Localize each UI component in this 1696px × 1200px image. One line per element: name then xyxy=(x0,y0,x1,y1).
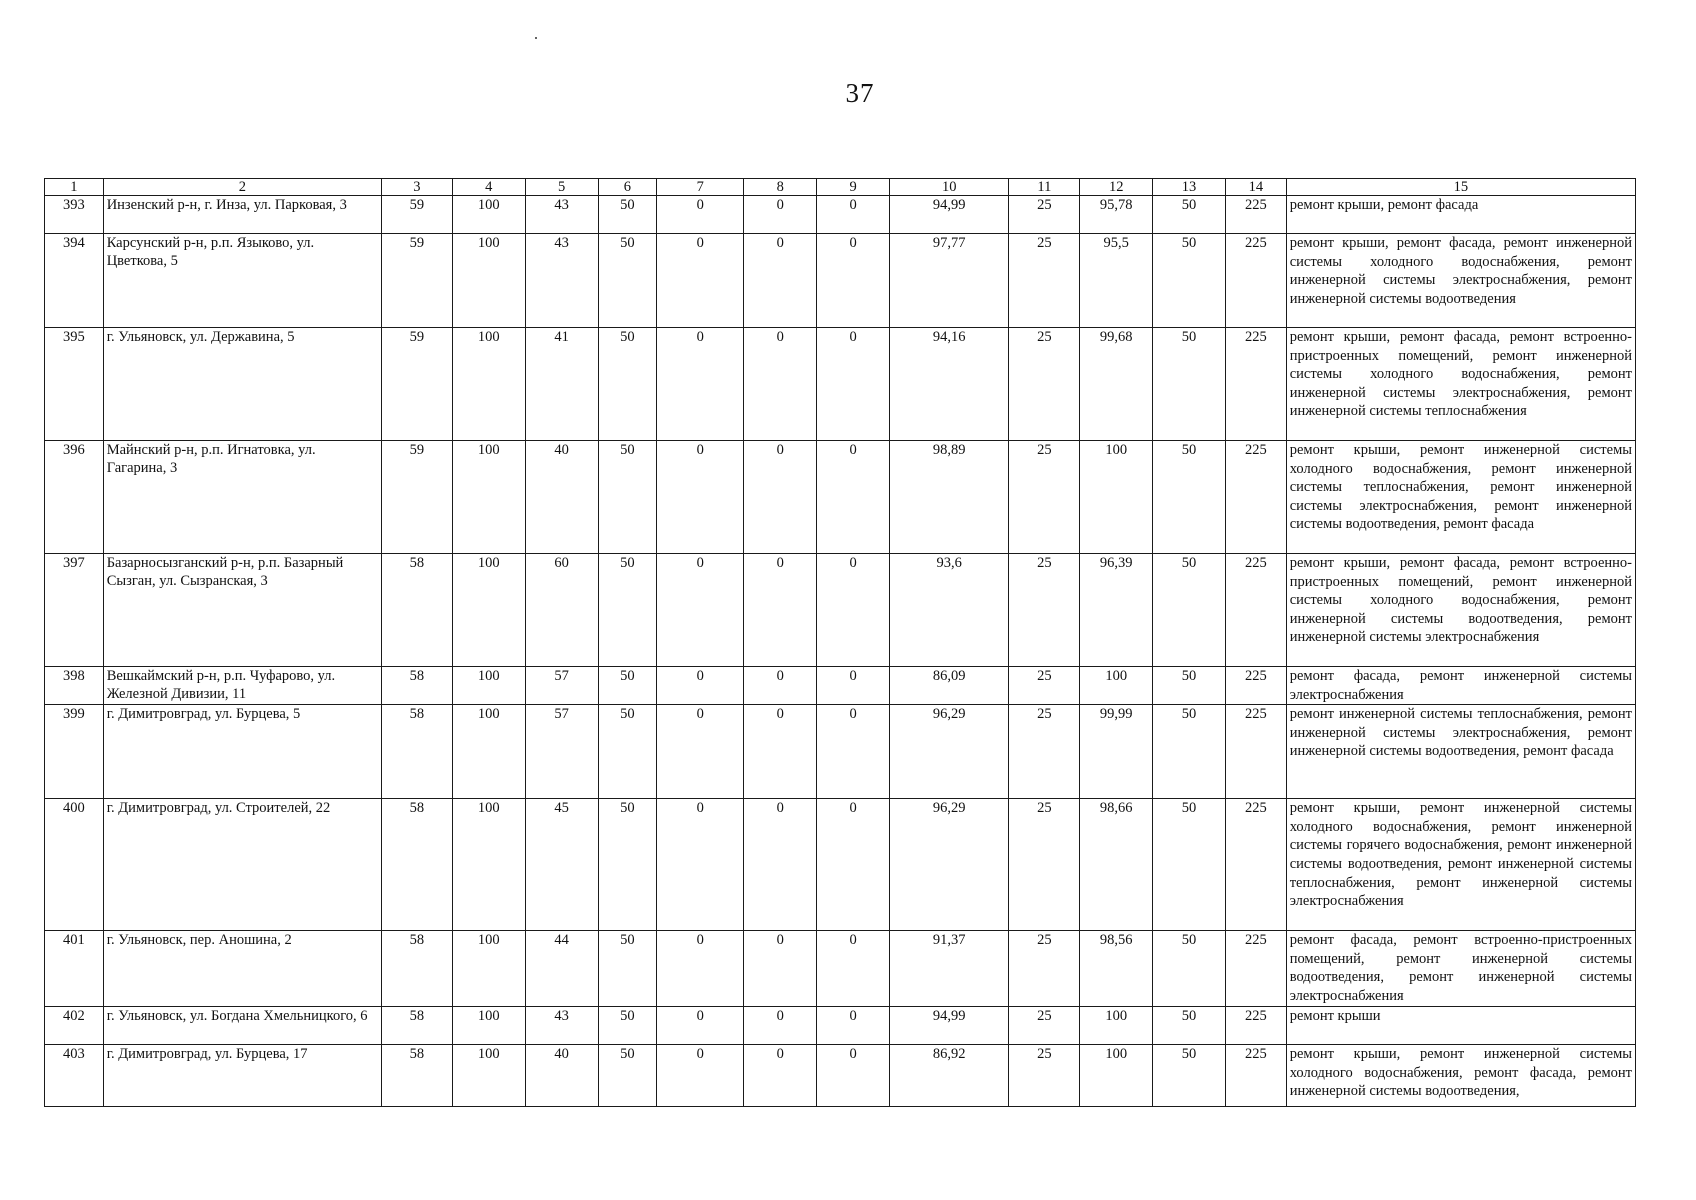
value-cell: 225 xyxy=(1225,1007,1286,1045)
value-cell: 0 xyxy=(744,1007,817,1045)
value-cell: 58 xyxy=(382,554,453,667)
value-cell: 225 xyxy=(1225,554,1286,667)
works-description-cell: ремонт крыши, ремонт фасада, ремонт инженерной системы холодного водоснабжения, ремонт инженерной системы электроснабжения, ремонт инженерной системы водоотведения xyxy=(1286,234,1635,328)
works-description-cell: ремонт инженерной системы теплоснабжения, ремонт инженерной системы электроснабжения, ремонт инженерной системы водоотведения, ремонт фасада xyxy=(1286,705,1635,799)
value-cell: 59 xyxy=(382,196,453,234)
scan-speck xyxy=(535,37,537,39)
value-cell: 0 xyxy=(657,554,744,667)
value-cell: 0 xyxy=(817,705,890,799)
row-number-cell: 398 xyxy=(45,667,104,705)
table-row xyxy=(45,196,1636,234)
row-number-cell: 400 xyxy=(45,799,104,931)
row-number-cell: 393 xyxy=(45,196,104,234)
column-header: 5 xyxy=(525,179,598,196)
value-cell: 50 xyxy=(1153,1007,1226,1045)
value-cell: 0 xyxy=(657,441,744,554)
value-cell: 43 xyxy=(525,234,598,328)
value-cell: 58 xyxy=(382,799,453,931)
value-cell: 25 xyxy=(1009,705,1080,799)
value-cell: 0 xyxy=(744,931,817,1007)
column-header: 13 xyxy=(1153,179,1226,196)
address-cell: г. Ульяновск, ул. Державина, 5 xyxy=(103,328,381,441)
row-number-cell: 394 xyxy=(45,234,104,328)
value-cell: 100 xyxy=(452,554,525,667)
works-description-cell: ремонт крыши, ремонт инженерной системы холодного водоснабжения, ремонт инженерной системы теплоснабжения, ремонт инженерной системы электроснабжения, ремонт инженерной системы водоотведения, ремонт фасада xyxy=(1286,441,1635,554)
address-cell: Майнский р-н, р.п. Игнатовка, ул. Гагарина, 3 xyxy=(103,441,381,554)
row-number-cell: 397 xyxy=(45,554,104,667)
value-cell: 0 xyxy=(817,196,890,234)
value-cell: 0 xyxy=(817,1007,890,1045)
works-description-cell: ремонт крыши, ремонт фасада, ремонт встроенно-пристроенных помещений, ремонт инженерной системы холодного водоснабжения, ремонт инженерной системы водоотведения, ремонт инженерной системы электроснабжения xyxy=(1286,554,1635,667)
column-header: 12 xyxy=(1080,179,1153,196)
value-cell: 0 xyxy=(657,931,744,1007)
address-cell: г. Ульяновск, пер. Аношина, 2 xyxy=(103,931,381,1007)
value-cell: 95,78 xyxy=(1080,196,1153,234)
value-cell: 0 xyxy=(744,1045,817,1107)
value-cell: 50 xyxy=(598,1045,657,1107)
value-cell: 86,92 xyxy=(890,1045,1009,1107)
value-cell: 50 xyxy=(598,554,657,667)
value-cell: 0 xyxy=(817,554,890,667)
value-cell: 50 xyxy=(1153,196,1226,234)
value-cell: 40 xyxy=(525,441,598,554)
value-cell: 58 xyxy=(382,931,453,1007)
value-cell: 0 xyxy=(744,328,817,441)
value-cell: 225 xyxy=(1225,799,1286,931)
value-cell: 43 xyxy=(525,196,598,234)
value-cell: 0 xyxy=(744,234,817,328)
header-row xyxy=(45,179,1636,196)
column-header: 6 xyxy=(598,179,657,196)
value-cell: 58 xyxy=(382,667,453,705)
value-cell: 0 xyxy=(817,799,890,931)
value-cell: 0 xyxy=(657,328,744,441)
value-cell: 100 xyxy=(452,1007,525,1045)
works-description-cell: ремонт крыши, ремонт фасада xyxy=(1286,196,1635,234)
value-cell: 0 xyxy=(744,196,817,234)
value-cell: 100 xyxy=(1080,667,1153,705)
value-cell: 98,66 xyxy=(1080,799,1153,931)
value-cell: 225 xyxy=(1225,705,1286,799)
value-cell: 0 xyxy=(817,931,890,1007)
value-cell: 50 xyxy=(598,328,657,441)
value-cell: 93,6 xyxy=(890,554,1009,667)
column-header: 15 xyxy=(1286,179,1635,196)
value-cell: 0 xyxy=(744,705,817,799)
value-cell: 100 xyxy=(452,1045,525,1107)
value-cell: 0 xyxy=(657,1045,744,1107)
address-cell: Базарносызганский р-н, р.п. Базарный Сызган, ул. Сызранская, 3 xyxy=(103,554,381,667)
value-cell: 50 xyxy=(598,931,657,1007)
value-cell: 98,56 xyxy=(1080,931,1153,1007)
value-cell: 98,89 xyxy=(890,441,1009,554)
value-cell: 57 xyxy=(525,667,598,705)
value-cell: 50 xyxy=(598,441,657,554)
value-cell: 225 xyxy=(1225,234,1286,328)
value-cell: 59 xyxy=(382,328,453,441)
works-description-cell: ремонт крыши, ремонт инженерной системы холодного водоснабжения, ремонт инженерной системы горячего водоснабжения, ремонт инженерной системы водоотведения, ремонт инженерной системы теплоснабжения, ремонт инженерной системы электроснабжения xyxy=(1286,799,1635,931)
value-cell: 100 xyxy=(1080,441,1153,554)
value-cell: 225 xyxy=(1225,328,1286,441)
value-cell: 0 xyxy=(657,705,744,799)
column-header: 9 xyxy=(817,179,890,196)
value-cell: 100 xyxy=(452,705,525,799)
table-row xyxy=(45,931,1636,1007)
table-row xyxy=(45,328,1636,441)
table-row xyxy=(45,705,1636,799)
value-cell: 50 xyxy=(1153,705,1226,799)
value-cell: 100 xyxy=(452,667,525,705)
value-cell: 0 xyxy=(657,667,744,705)
column-header: 7 xyxy=(657,179,744,196)
value-cell: 25 xyxy=(1009,328,1080,441)
value-cell: 50 xyxy=(598,705,657,799)
page-number: 37 xyxy=(845,78,875,108)
column-header: 2 xyxy=(103,179,381,196)
value-cell: 0 xyxy=(817,667,890,705)
value-cell: 225 xyxy=(1225,1045,1286,1107)
address-cell: г. Димитровград, ул. Бурцева, 5 xyxy=(103,705,381,799)
value-cell: 100 xyxy=(452,441,525,554)
value-cell: 95,5 xyxy=(1080,234,1153,328)
repair-register-table xyxy=(44,178,1636,1107)
value-cell: 0 xyxy=(657,799,744,931)
value-cell: 91,37 xyxy=(890,931,1009,1007)
row-number-cell: 403 xyxy=(45,1045,104,1107)
value-cell: 0 xyxy=(744,799,817,931)
value-cell: 94,99 xyxy=(890,196,1009,234)
value-cell: 25 xyxy=(1009,441,1080,554)
value-cell: 100 xyxy=(452,799,525,931)
table-row xyxy=(45,667,1636,705)
address-cell: г. Димитровград, ул. Бурцева, 17 xyxy=(103,1045,381,1107)
column-header: 1 xyxy=(45,179,104,196)
value-cell: 0 xyxy=(744,441,817,554)
value-cell: 44 xyxy=(525,931,598,1007)
value-cell: 41 xyxy=(525,328,598,441)
column-header: 14 xyxy=(1225,179,1286,196)
column-header: 11 xyxy=(1009,179,1080,196)
value-cell: 50 xyxy=(1153,799,1226,931)
value-cell: 94,16 xyxy=(890,328,1009,441)
address-cell: Инзенский р-н, г. Инза, ул. Парковая, 3 xyxy=(103,196,381,234)
table-row xyxy=(45,441,1636,554)
value-cell: 59 xyxy=(382,441,453,554)
address-cell: Карсунский р-н, р.п. Языково, ул. Цветкова, 5 xyxy=(103,234,381,328)
column-header: 4 xyxy=(452,179,525,196)
works-description-cell: ремонт фасада, ремонт инженерной системы электроснабжения xyxy=(1286,667,1635,705)
works-description-cell: ремонт крыши, ремонт фасада, ремонт встроенно-пристроенных помещений, ремонт инженерной системы холодного водоснабжения, ремонт инженерной системы электроснабжения, ремонт инженерной системы теплоснабжения xyxy=(1286,328,1635,441)
address-cell: г. Димитровград, ул. Строителей, 22 xyxy=(103,799,381,931)
table-row xyxy=(45,554,1636,667)
table-body xyxy=(45,196,1636,1107)
value-cell: 25 xyxy=(1009,196,1080,234)
value-cell: 60 xyxy=(525,554,598,667)
value-cell: 50 xyxy=(598,1007,657,1045)
value-cell: 58 xyxy=(382,1007,453,1045)
value-cell: 99,99 xyxy=(1080,705,1153,799)
value-cell: 0 xyxy=(744,667,817,705)
value-cell: 50 xyxy=(598,799,657,931)
value-cell: 0 xyxy=(744,554,817,667)
column-header: 3 xyxy=(382,179,453,196)
value-cell: 100 xyxy=(452,328,525,441)
table-row xyxy=(45,1007,1636,1045)
table-row xyxy=(45,1045,1636,1107)
value-cell: 0 xyxy=(817,441,890,554)
value-cell: 50 xyxy=(1153,1045,1226,1107)
value-cell: 45 xyxy=(525,799,598,931)
value-cell: 25 xyxy=(1009,234,1080,328)
value-cell: 40 xyxy=(525,1045,598,1107)
value-cell: 0 xyxy=(817,234,890,328)
value-cell: 50 xyxy=(598,667,657,705)
value-cell: 25 xyxy=(1009,799,1080,931)
value-cell: 58 xyxy=(382,1045,453,1107)
value-cell: 100 xyxy=(452,931,525,1007)
row-number-cell: 395 xyxy=(45,328,104,441)
value-cell: 0 xyxy=(657,196,744,234)
row-number-cell: 401 xyxy=(45,931,104,1007)
works-description-cell: ремонт крыши, ремонт инженерной системы холодного водоснабжения, ремонт фасада, ремонт инженерной системы водоотведения, xyxy=(1286,1045,1635,1107)
address-cell: г. Ульяновск, ул. Богдана Хмельницкого, 6 xyxy=(103,1007,381,1045)
value-cell: 25 xyxy=(1009,1007,1080,1045)
value-cell: 99,68 xyxy=(1080,328,1153,441)
value-cell: 97,77 xyxy=(890,234,1009,328)
value-cell: 25 xyxy=(1009,667,1080,705)
value-cell: 96,29 xyxy=(890,799,1009,931)
address-cell: Вешкаймский р-н, р.п. Чуфарово, ул. Железной Дивизии, 11 xyxy=(103,667,381,705)
row-number-cell: 399 xyxy=(45,705,104,799)
value-cell: 50 xyxy=(1153,441,1226,554)
value-cell: 96,39 xyxy=(1080,554,1153,667)
value-cell: 50 xyxy=(1153,931,1226,1007)
value-cell: 100 xyxy=(452,234,525,328)
works-description-cell: ремонт крыши xyxy=(1286,1007,1635,1045)
value-cell: 43 xyxy=(525,1007,598,1045)
value-cell: 25 xyxy=(1009,554,1080,667)
value-cell: 94,99 xyxy=(890,1007,1009,1045)
value-cell: 50 xyxy=(1153,328,1226,441)
value-cell: 50 xyxy=(1153,667,1226,705)
value-cell: 50 xyxy=(598,196,657,234)
value-cell: 96,29 xyxy=(890,705,1009,799)
value-cell: 25 xyxy=(1009,1045,1080,1107)
value-cell: 50 xyxy=(1153,234,1226,328)
value-cell: 225 xyxy=(1225,667,1286,705)
value-cell: 100 xyxy=(452,196,525,234)
value-cell: 0 xyxy=(657,1007,744,1045)
column-header: 8 xyxy=(744,179,817,196)
value-cell: 50 xyxy=(1153,554,1226,667)
works-description-cell: ремонт фасада, ремонт встроенно-пристроенных помещений, ремонт инженерной системы водоотведения, ремонт инженерной системы электроснабжения xyxy=(1286,931,1635,1007)
value-cell: 57 xyxy=(525,705,598,799)
value-cell: 25 xyxy=(1009,931,1080,1007)
value-cell: 0 xyxy=(657,234,744,328)
value-cell: 100 xyxy=(1080,1007,1153,1045)
row-number-cell: 402 xyxy=(45,1007,104,1045)
value-cell: 0 xyxy=(817,328,890,441)
value-cell: 50 xyxy=(598,234,657,328)
value-cell: 86,09 xyxy=(890,667,1009,705)
table-row xyxy=(45,234,1636,328)
value-cell: 225 xyxy=(1225,196,1286,234)
value-cell: 225 xyxy=(1225,441,1286,554)
value-cell: 59 xyxy=(382,234,453,328)
value-cell: 0 xyxy=(817,1045,890,1107)
table-row xyxy=(45,799,1636,931)
column-header: 10 xyxy=(890,179,1009,196)
value-cell: 100 xyxy=(1080,1045,1153,1107)
row-number-cell: 396 xyxy=(45,441,104,554)
value-cell: 58 xyxy=(382,705,453,799)
value-cell: 225 xyxy=(1225,931,1286,1007)
